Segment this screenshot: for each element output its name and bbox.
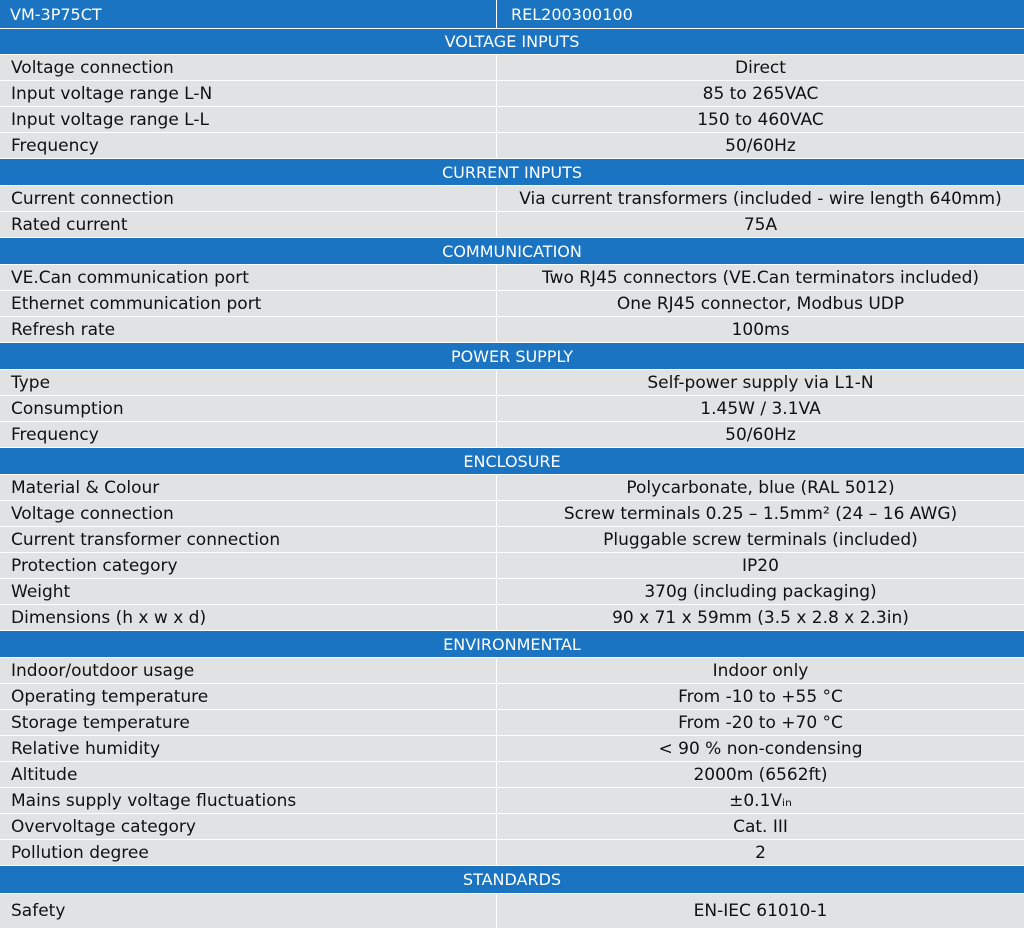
row-label: Weight <box>0 579 497 605</box>
row-value: Polycarbonate, blue (RAL 5012) <box>497 475 1024 501</box>
row-value: Screw terminals 0.25 – 1.5mm² (24 – 16 AWG) <box>497 501 1024 527</box>
row-label: Consumption <box>0 396 497 422</box>
section-environmental: ENVIRONMENTAL <box>0 631 1024 658</box>
row-label: Pollution degree <box>0 840 497 866</box>
row-value: Cat. III <box>497 814 1024 840</box>
row-label: Overvoltage category <box>0 814 497 840</box>
row-label: Operating temperature <box>0 684 497 710</box>
row-label: Current connection <box>0 186 497 212</box>
row-value: ±0.1Vᵢₙ <box>497 788 1024 814</box>
row-label: Input voltage range L-L <box>0 107 497 133</box>
row-label: Relative humidity <box>0 736 497 762</box>
row-label: Rated current <box>0 212 497 238</box>
row-label: Voltage connection <box>0 501 497 527</box>
row-value: Indoor only <box>497 658 1024 684</box>
row-value: 370g (including packaging) <box>497 579 1024 605</box>
row-value: 2000m (6562ft) <box>497 762 1024 788</box>
row-value: 150 to 460VAC <box>497 107 1024 133</box>
row-value: 85 to 265VAC <box>497 81 1024 107</box>
row-value: EN-IEC 61010-1 <box>497 894 1024 928</box>
row-label: Material & Colour <box>0 475 497 501</box>
row-label: Indoor/outdoor usage <box>0 658 497 684</box>
row-value: Pluggable screw terminals (included) <box>497 527 1024 553</box>
row-value: Two RJ45 connectors (VE.Can terminators included) <box>497 265 1024 291</box>
row-label: Protection category <box>0 553 497 579</box>
row-value: Via current transformers (included - wire length 640mm) <box>497 186 1024 212</box>
section-communication: COMMUNICATION <box>0 238 1024 265</box>
row-label: Mains supply voltage fluctuations <box>0 788 497 814</box>
row-label: Voltage connection <box>0 55 497 81</box>
row-value: IP20 <box>497 553 1024 579</box>
row-value: 1.45W / 3.1VA <box>497 396 1024 422</box>
row-value: From -10 to +55 °C <box>497 684 1024 710</box>
section-enclosure: ENCLOSURE <box>0 448 1024 475</box>
row-value: One RJ45 connector, Modbus UDP <box>497 291 1024 317</box>
row-label: Altitude <box>0 762 497 788</box>
row-label: Storage temperature <box>0 710 497 736</box>
row-value: Self-power supply via L1-N <box>497 370 1024 396</box>
row-value: 75A <box>497 212 1024 238</box>
row-value: 2 <box>497 840 1024 866</box>
row-value: < 90 % non-condensing <box>497 736 1024 762</box>
section-power-supply: POWER SUPPLY <box>0 343 1024 370</box>
row-label: Ethernet communication port <box>0 291 497 317</box>
section-current-inputs: CURRENT INPUTS <box>0 159 1024 186</box>
row-label: Input voltage range L-N <box>0 81 497 107</box>
row-label: Frequency <box>0 133 497 159</box>
row-value: Direct <box>497 55 1024 81</box>
row-value: From -20 to +70 °C <box>497 710 1024 736</box>
row-label: Frequency <box>0 422 497 448</box>
row-value: 50/60Hz <box>497 133 1024 159</box>
row-value: 50/60Hz <box>497 422 1024 448</box>
model-cell: VM-3P75CT <box>0 0 497 29</box>
row-label: Safety <box>0 894 497 928</box>
row-label: Dimensions (h x w x d) <box>0 605 497 631</box>
section-voltage-inputs: VOLTAGE INPUTS <box>0 29 1024 55</box>
row-value: 90 x 71 x 59mm (3.5 x 2.8 x 2.3in) <box>497 605 1024 631</box>
row-label: Current transformer connection <box>0 527 497 553</box>
row-value: 100ms <box>497 317 1024 343</box>
row-label: Type <box>0 370 497 396</box>
reference-cell: REL200300100 <box>497 0 1024 29</box>
section-standards: STANDARDS <box>0 866 1024 894</box>
row-label: VE.Can communication port <box>0 265 497 291</box>
row-label: Refresh rate <box>0 317 497 343</box>
